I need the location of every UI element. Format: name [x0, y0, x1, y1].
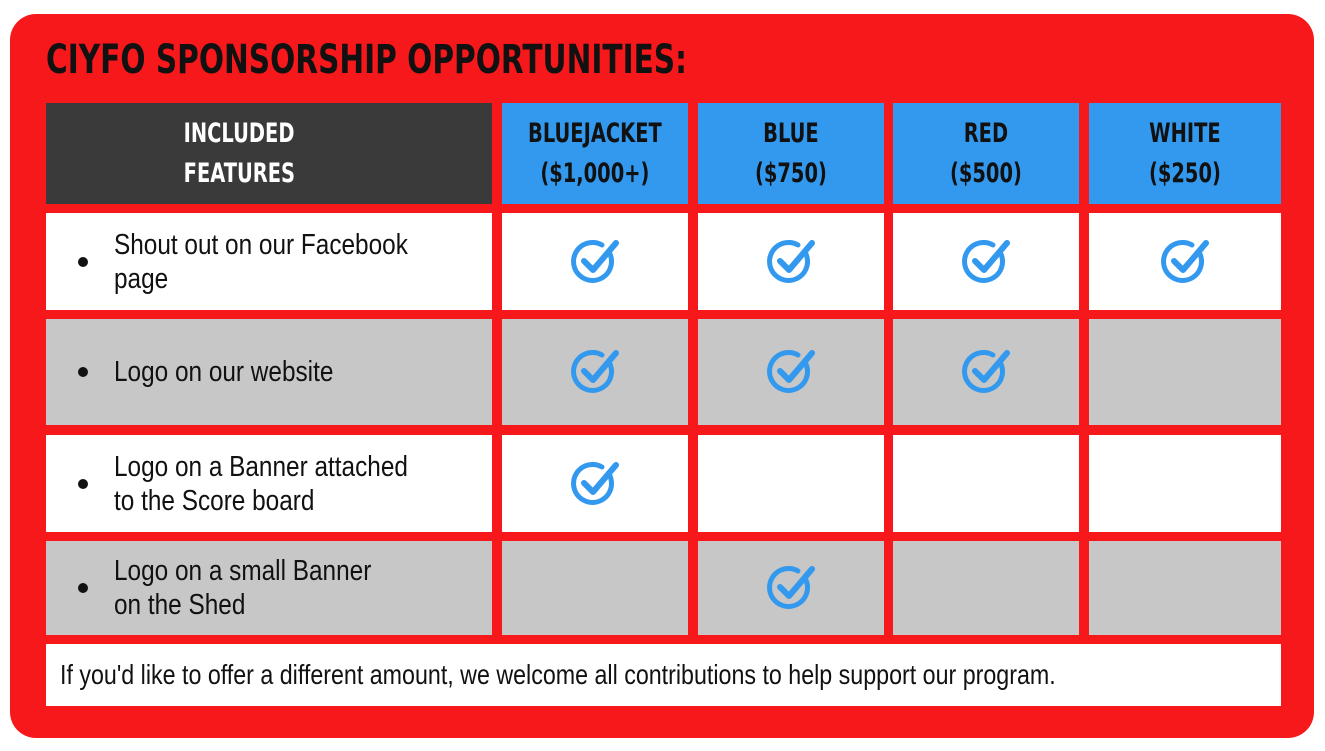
- tier-name: BLUE: [763, 117, 819, 149]
- check-circle-icon: [568, 236, 622, 288]
- tier-cell: [1089, 435, 1281, 532]
- features-header: [46, 103, 492, 204]
- tier-cell: [502, 319, 688, 425]
- tier-header-red: [893, 103, 1079, 204]
- bullet-icon: [78, 479, 88, 489]
- footer-text: If you'd like to offer a different amount, we welcome all contributions to help support our program.: [60, 659, 1056, 690]
- tier-header-bluejacket: [502, 103, 688, 204]
- feature-cell: [46, 541, 492, 635]
- tier-cell: [698, 435, 884, 532]
- check-circle-icon: [568, 346, 622, 398]
- check-circle-icon: [764, 562, 818, 614]
- tier-price: ($1,000+): [540, 157, 650, 189]
- tier-header-blue: [698, 103, 884, 204]
- tier-cell: [502, 541, 688, 635]
- check-circle-icon: [959, 236, 1013, 288]
- feature-label: Logo on a small Banner on the Shed: [114, 555, 372, 621]
- feature-cell: [46, 319, 492, 425]
- tier-cell: [698, 213, 884, 310]
- tier-cell: [893, 435, 1079, 532]
- tier-cell: [1089, 213, 1281, 310]
- tier-cell: [502, 213, 688, 310]
- check-circle-icon: [764, 236, 818, 288]
- bullet-icon: [78, 583, 88, 593]
- bullet-icon: [78, 257, 88, 267]
- tier-price: ($500): [950, 157, 1022, 189]
- tier-cell: [893, 319, 1079, 425]
- tier-name: RED: [963, 117, 1009, 149]
- check-circle-icon: [1158, 236, 1212, 288]
- tier-cell: [1089, 541, 1281, 635]
- tier-cell: [502, 435, 688, 532]
- feature-cell: [46, 213, 492, 310]
- bullet-icon: [78, 367, 88, 377]
- feature-label: Logo on our website: [114, 356, 334, 388]
- features-header-label: INCLUDED FEATURES: [183, 117, 295, 189]
- tier-price: ($750): [755, 157, 827, 189]
- tier-name: WHITE: [1149, 117, 1221, 149]
- tier-cell: [698, 541, 884, 635]
- feature-cell: [46, 435, 492, 532]
- feature-label: Shout out on our Facebook page: [114, 228, 408, 295]
- feature-label: Logo on a Banner attached to the Score board: [114, 450, 408, 517]
- check-circle-icon: [568, 458, 622, 510]
- tier-header-white: [1089, 103, 1281, 204]
- footer-note: [46, 644, 1281, 706]
- tier-cell: [1089, 319, 1281, 425]
- tier-cell: [698, 319, 884, 425]
- check-circle-icon: [959, 346, 1013, 398]
- tier-price: ($250): [1149, 157, 1221, 189]
- page-title: CIYFO SPONSORSHIP OPPORTUNITIES:: [46, 37, 687, 83]
- tier-cell: [893, 213, 1079, 310]
- tier-cell: [893, 541, 1079, 635]
- tier-name: BLUEJACKET: [528, 117, 662, 149]
- check-circle-icon: [764, 346, 818, 398]
